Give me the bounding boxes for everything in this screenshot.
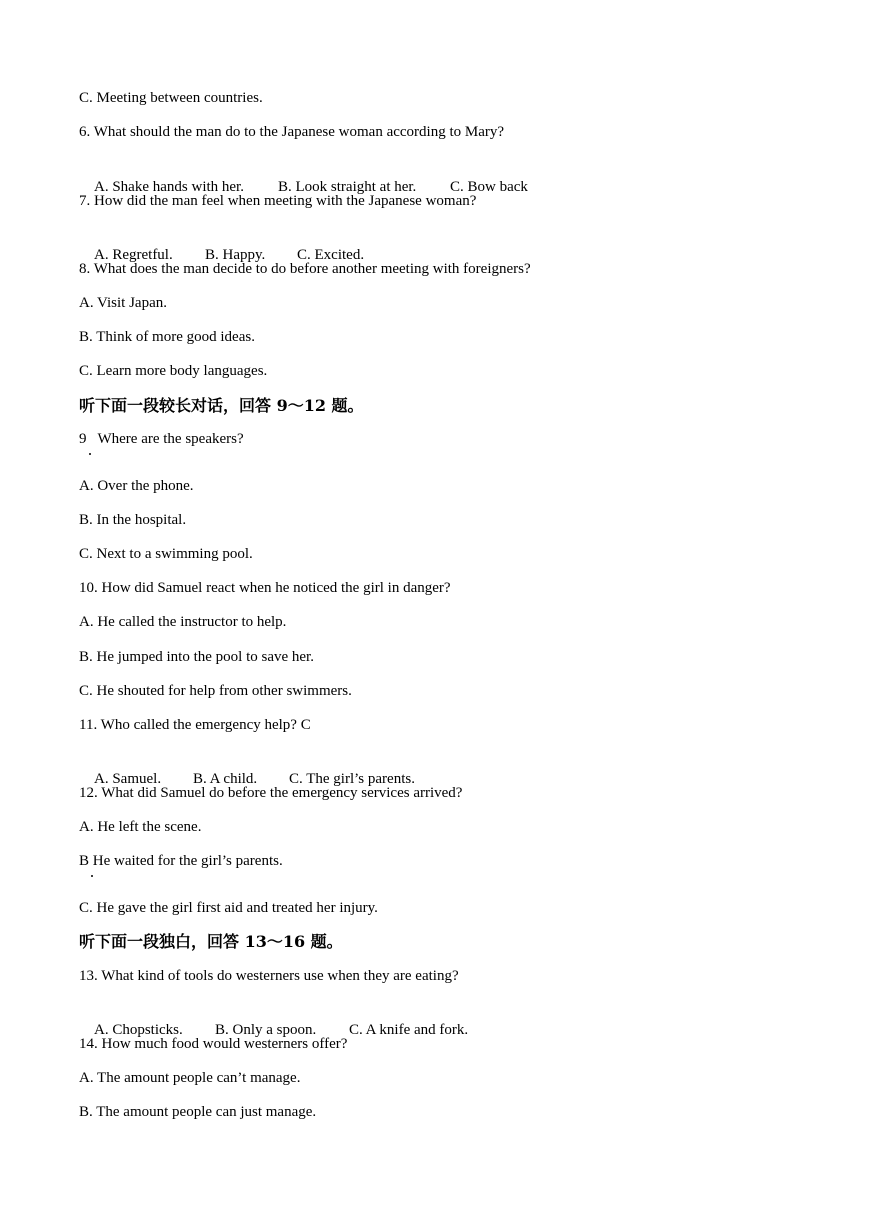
- q13-option-c: C. A knife and fork.: [349, 1022, 469, 1038]
- q6-option-b: B. Look straight at her.: [278, 179, 417, 195]
- question-6: 6. What should the man do to the Japanese woman according to Mary?: [79, 124, 505, 140]
- q7-option-c: C. Excited.: [297, 247, 365, 263]
- question-8: 8. What does the man decide to do before another meeting with foreigners?: [79, 261, 531, 277]
- q8-option-c: C. Learn more body languages.: [79, 363, 268, 379]
- q9-option-c: C. Next to a swimming pool.: [79, 546, 253, 562]
- q9-option-a: A. Over the phone.: [79, 478, 194, 494]
- q13-option-a: A. Chopsticks.: [94, 1022, 183, 1038]
- question-7: 7. How did the man feel when meeting with the Japanese woman?: [79, 193, 477, 209]
- q8-option-b: B. Think of more good ideas.: [79, 329, 255, 345]
- q7-option-b: B. Happy.: [205, 247, 266, 263]
- question-10: 10. How did Samuel react when he noticed the girl in danger?: [79, 580, 451, 596]
- q14-option-a: A. The amount people can’t manage.: [79, 1070, 301, 1086]
- stray-dot: [91, 875, 93, 877]
- q12-option-b: B He waited for the girl’s parents.: [79, 853, 283, 869]
- q7-option-a: A. Regretful.: [94, 247, 173, 263]
- q6-option-a: A. Shake hands with her.: [94, 179, 244, 195]
- q11-option-a: A. Samuel.: [94, 771, 162, 787]
- q10-option-c: C. He shouted for help from other swimmers.: [79, 683, 352, 699]
- q13-option-b: B. Only a spoon.: [215, 1022, 317, 1038]
- q11-option-c: C. The girl’s parents.: [289, 771, 415, 787]
- q10-option-a: A. He called the instructor to help.: [79, 614, 287, 630]
- q8-option-a: A. Visit Japan.: [79, 295, 167, 311]
- question-12: 12. What did Samuel do before the emergency services arrived?: [79, 785, 463, 801]
- q6-option-c: C. Bow back: [450, 179, 528, 195]
- stray-dot: [89, 453, 91, 455]
- q12-option-a: A. He left the scene.: [79, 819, 202, 835]
- question-11: 11. Who called the emergency help? C: [79, 717, 311, 733]
- question-9: 9 Where are the speakers?: [79, 431, 244, 447]
- q14-option-b: B. The amount people can just manage.: [79, 1104, 317, 1120]
- q12-option-c: C. He gave the girl first aid and treated her injury.: [79, 900, 378, 916]
- q9-option-b: B. In the hospital.: [79, 512, 187, 528]
- q5-option-c: C. Meeting between countries.: [79, 90, 263, 106]
- section-heading-9-12: 听下面一段较长对话，回答 9～12 题。: [79, 396, 364, 415]
- q11-option-b: B. A child.: [193, 771, 258, 787]
- question-14: 14. How much food would westerners offer?: [79, 1036, 348, 1052]
- question-13: 13. What kind of tools do westerners use when they are eating?: [79, 968, 459, 984]
- section-heading-13-16: 听下面一段独白，回答 13～16 题。: [79, 932, 343, 951]
- q10-option-b: B. He jumped into the pool to save her.: [79, 649, 314, 665]
